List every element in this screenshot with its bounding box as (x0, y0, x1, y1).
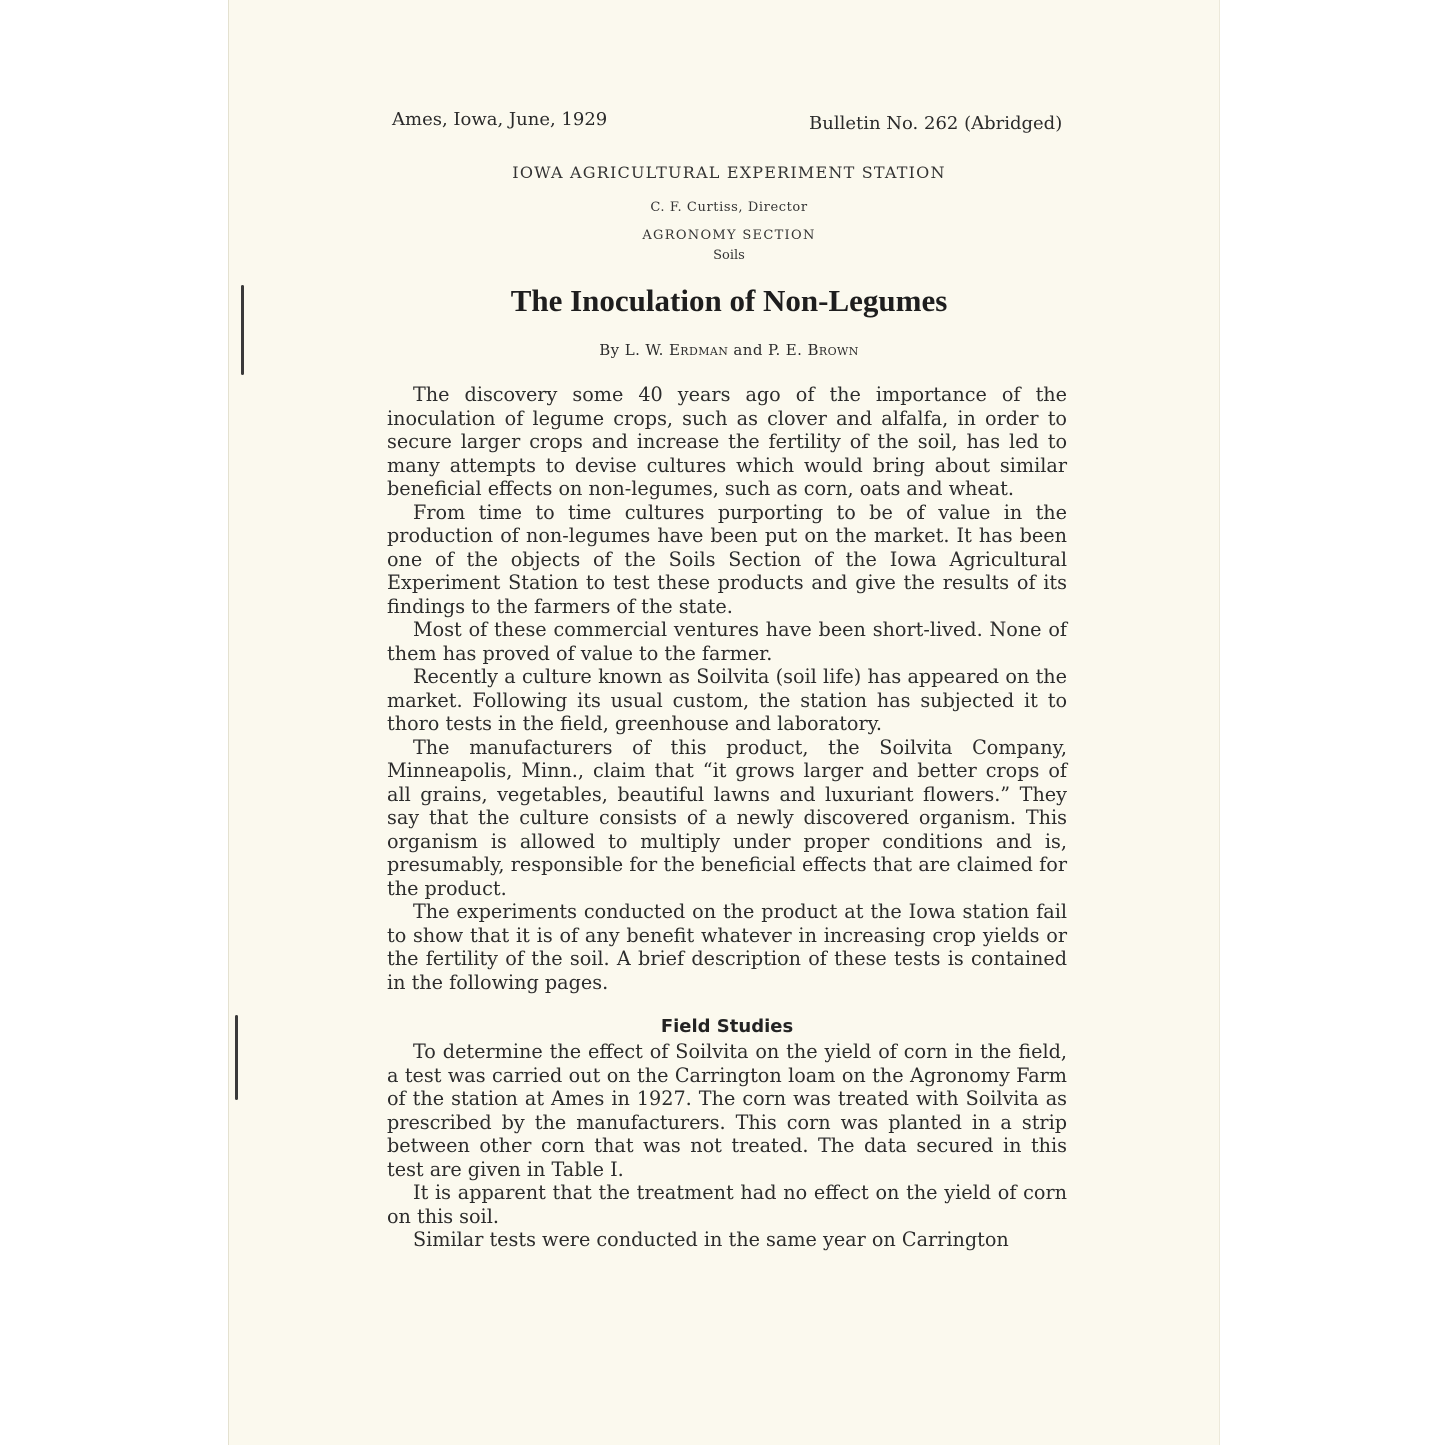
body-text (387, 383, 1067, 1252)
bulletin-number: Bulletin No. 262 (Abridged) (809, 113, 1063, 134)
author-erdman: Erdman (668, 341, 729, 359)
subsection-name: Soils (713, 248, 745, 263)
byline-prefix: By L. W. (599, 341, 664, 359)
paragraph: It is apparent that the treatment had no effect on the yield of corn on this soil. (387, 1181, 1067, 1228)
paragraph: Most of these commercial ventures have been short-lived. None of them has proved of value to the farmer. (387, 618, 1067, 665)
paragraph: Recently a culture known as Soilvita (soil life) has appeared on the market. Following its usual custom, the station has subjected it to thoro tests in the field, greenhouse and laboratory. (387, 665, 1067, 735)
byline (229, 341, 1229, 359)
paragraph: Similar tests were conducted in the same year on Carrington (413, 1228, 1009, 1251)
paragraph: To determine the effect of Soilvita on the yield of corn in the field, a test was carried out on the Carrington loam on the Agronomy Farm of the station at Ames in 1927. The corn was treated with Soilvita as prescribed by the manufacturers. This corn was planted in a strip between other corn that was not treated. The data secured in this test are given in Table I. (387, 1040, 1067, 1181)
place-date: Ames, Iowa, June, 1929 (392, 109, 608, 130)
paragraph: From time to time cultures purporting to be of value in the production of non-legumes have been put on the market. It has been one of the objects of the Soils Section of the Iowa Agricultural Experiment Station to test these products and give the results of its findings to the farmers of the state. (387, 500, 1067, 618)
field-studies-heading: Field Studies (660, 1016, 794, 1037)
byline-conjunction: and P. E. (733, 341, 803, 359)
staple-mark-bottom (235, 1015, 238, 1100)
bulletin-page (228, 0, 1220, 1445)
paragraph: The experiments conducted on the product at the Iowa station fail to show that it is of any benefit whatever in increasing crop yields or the fertility of the soil. A brief description of these tests is contained in the following pages. (387, 900, 1067, 994)
director-line: C. F. Curtiss, Director (650, 200, 808, 215)
author-brown: Brown (807, 341, 859, 359)
paragraph: The manufacturers of this product, the Soilvita Company, Minneapolis, Minn., claim that “it grows larger and better crops of all grains, vegetables, beautiful lawns and luxuriant flowers.” They say that the culture consists of a newly discovered organism. This organism is allowed to multiply under proper conditions and is, presumably, responsible for the beneficial effects that are claimed for the product. (387, 735, 1067, 900)
bulletin-title: The Inoculation of Non-Legumes (510, 283, 948, 318)
paragraph: The discovery some 40 years ago of the importance of the inoculation of legume crops, such as clover and alfalfa, in order to secure larger crops and increase the fertility of the soil, has led to many attempts to devise cultures which would bring about similar beneficial effects on non-legumes, such as corn, oats and wheat. (387, 383, 1067, 500)
station-name: IOWA AGRICULTURAL EXPERIMENT STATION (512, 163, 946, 182)
section-name: AGRONOMY SECTION (642, 228, 816, 243)
